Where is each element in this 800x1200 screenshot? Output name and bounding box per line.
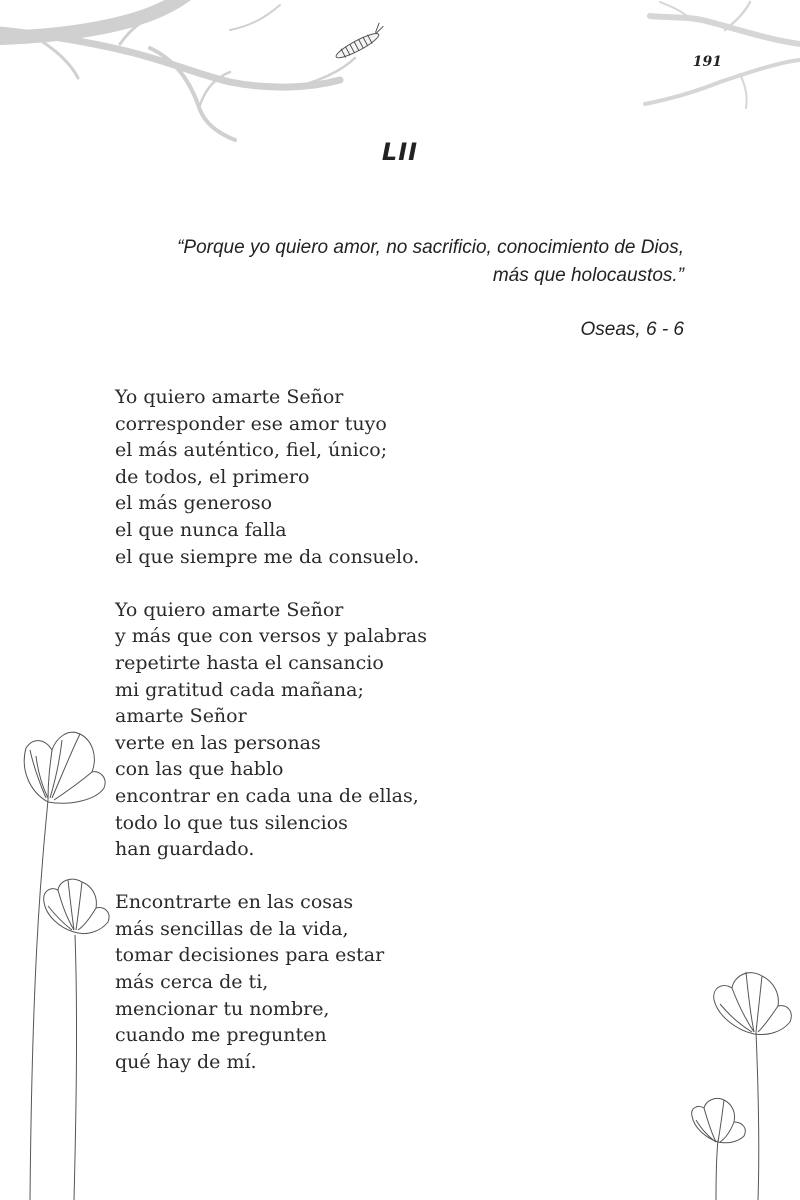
poem-line: todo lo que tus silencios [115,811,348,834]
poem-line: corresponder ese amor tuyo [115,412,387,435]
poem-line: encontrar en cada una de ellas, [115,784,419,807]
poem-line: mencionar tu nombre, [115,997,330,1020]
poppy-flowers-right-icon [680,960,800,1200]
poem-stanza-3 [115,889,675,1075]
tree-branch-left-icon [0,0,420,150]
poem-line: más sencillas de la vida, [115,917,349,940]
poem-line: con las que hablo [115,758,284,781]
poem-line: el que siempre me da consuelo. [115,545,420,568]
poem-line: el que nunca falla [115,518,287,541]
poem-line: Yo quiero amarte Señor [115,386,344,408]
poem-line: Encontrarte en las cosas [115,891,354,914]
poem-stanza-1 [115,384,675,570]
poem-line: cuando me pregunten [115,1024,327,1047]
epigraph-source: Oseas, 6 - 6 [580,319,684,340]
poem-line: y más que con versos y palabras [115,625,427,648]
poem-line: verte en las personas [115,731,321,754]
chapter-title: LII [381,138,419,166]
poem-body [115,384,675,1102]
poem-line: más cerca de ti, [115,971,269,994]
poppy-flower-icon [44,879,109,933]
epigraph-line: más que holocaustos.” [492,265,684,286]
poppy-flower-icon [24,732,105,803]
poem-line: amarte Señor [115,705,247,728]
poem-line: qué hay de mí. [115,1050,257,1073]
poem-line: Yo quiero amarte Señor [115,598,344,621]
poem-line: tomar decisiones para estar [115,944,385,967]
poem-line: mi gratitud cada mañana; [115,678,364,701]
poem-line: el más auténtico, fiel, único; [115,439,388,462]
poem-line: repetirte hasta el cansancio [115,651,384,674]
epigraph-line: “Porque yo quiero amor, no sacrificio, conocimiento de Dios, [177,237,684,258]
poem-stanza-2 [115,597,675,863]
poppy-flower-icon [692,1098,746,1142]
poem-line: el más generoso [115,492,273,515]
poem-line: han guardado. [115,838,255,861]
page-number: 191 [692,54,722,70]
poppy-flower-icon [714,972,792,1035]
epigraph-quote [44,234,684,290]
caterpillar-icon [332,22,388,62]
poem-line: de todos, el primero [115,465,310,488]
